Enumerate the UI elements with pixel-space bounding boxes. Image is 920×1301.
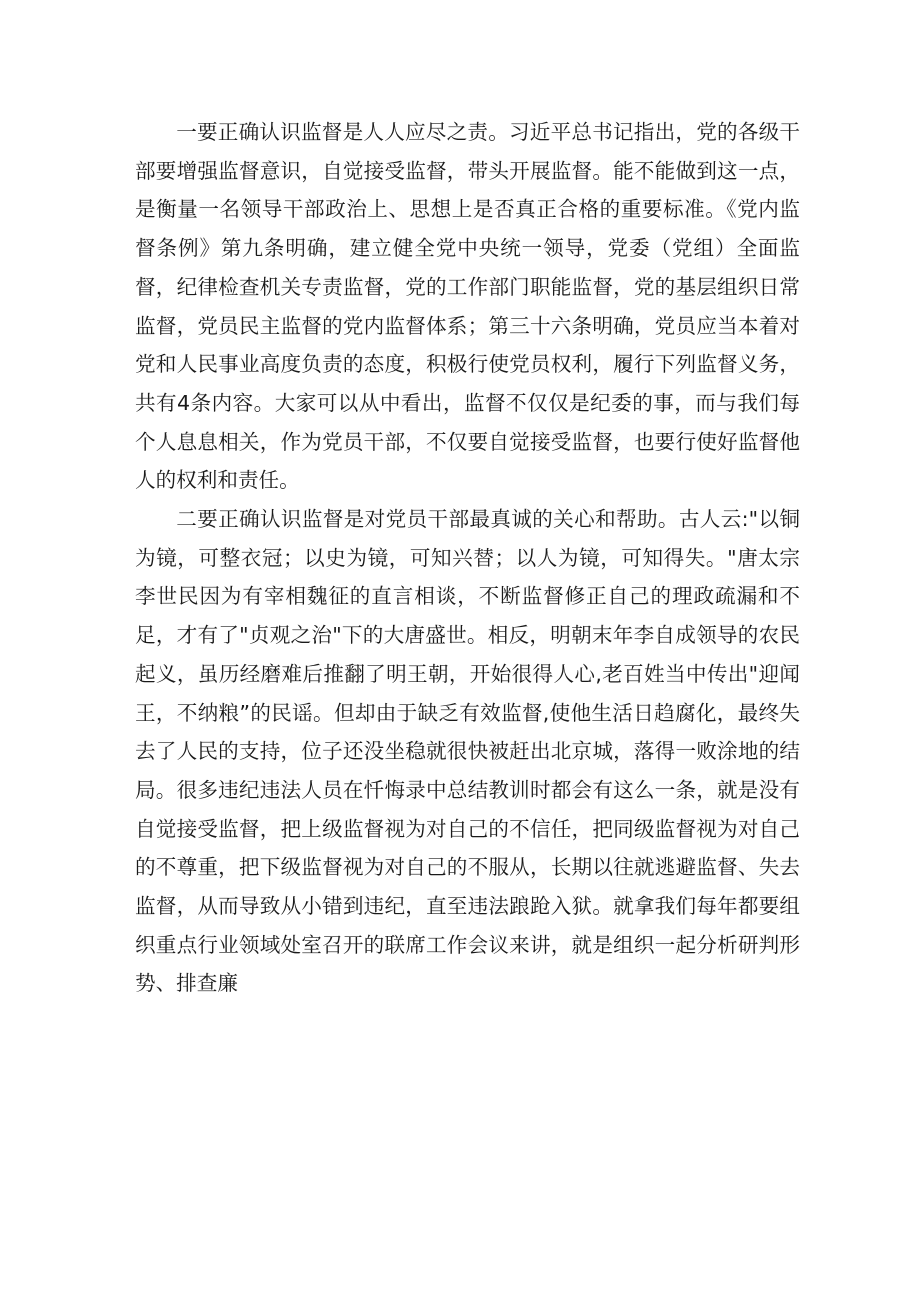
document-body: [135, 113, 800, 1003]
paragraph-2: 二要正确认识监督是对党员干部最真诚的关心和帮助。古人云:"以铜为镜，可整衣冠；以史为镜，可知兴替；以人为镜，可知得失。"唐太宗李世民因为有宰相魏征的直言相谈，不断监督修正自己的理政疏漏和不足，才有了"贞观之治"下的大唐盛世。相反，明朝末年李自成领导的农民起义，虽历经磨难后推翻了明王朝，开始很得人心,老百姓当中传出"迎闻王，不纳粮”的民谣。但却由于缺乏有效监督,使他生活日趋腐化，最终失去了人民的支持，位子还没坐稳就很快被赶出北京城，落得一败涂地的结局。很多违纪违法人员在忏悔录中总结教训时都会有这么一条，就是没有自觉接受监督，把上级监督视为对自己的不信任，把同级监督视为对自己的不尊重，把下级监督视为对自己的不服从，长期以往就逃避监督、失去监督，从而导致从小错到违纪，直至违法踉跄入狱。就拿我们每年都要组织重点行业领域处室召开的联席工作会议来讲，就是组织一起分析研判形势、排查廉: [135, 507, 800, 996]
paragraph-1: 一要正确认识监督是人人应尽之责。习近平总书记指出，党的各级干部要增强监督意识，自觉接受监督，带头开展监督。能不能做到这一点，是衡量一名领导干部政治上、思想上是否真正合格的重要标准。《党内监督条例》第九条明确，建立健全党中央统一领导，党委（党组）全面监督，纪律检查机关专责监督，党的工作部门职能监督，党的基层组织日常监督，党员民主监督的党内监督体系；第三十六条明确，党员应当本着对党和人民事业高度负责的态度，积极行使党员权利，履行下列监督义务，共有4条内容。大家可以从中看出，监督不仅仅是纪委的事，而与我们每个人息息相关，作为党员干部，不仅要自觉接受监督，也要行使好监督他人的权利和责任。: [135, 120, 800, 493]
